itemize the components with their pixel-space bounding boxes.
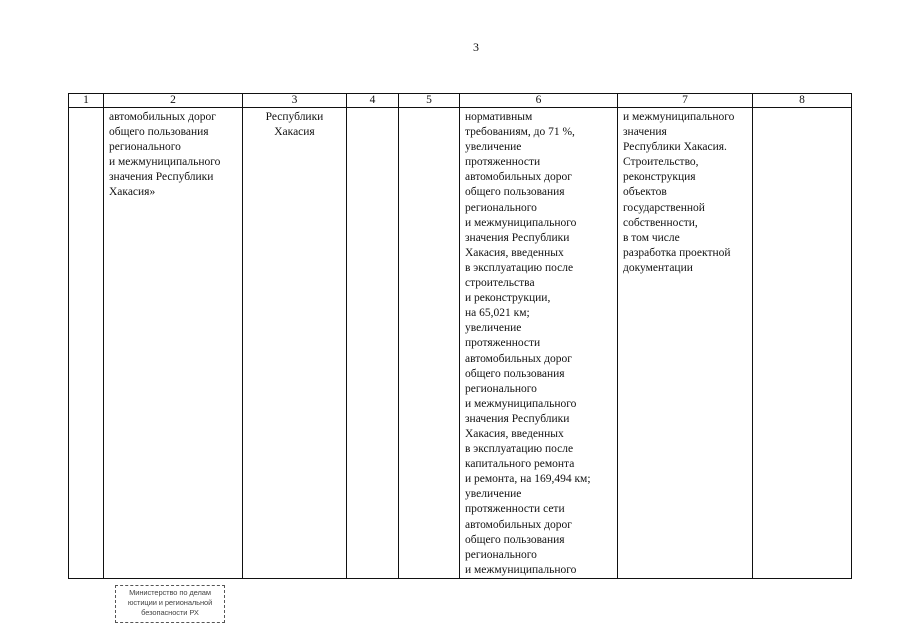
cell-col5-text [399, 108, 459, 110]
cell-col8-text [753, 108, 851, 110]
column-number-row [69, 94, 852, 108]
program-table [68, 93, 852, 579]
cell-col5 [399, 108, 460, 579]
cell-col6 [460, 108, 618, 579]
cell-col4-text [347, 108, 398, 110]
page-number: 3 [473, 40, 479, 54]
column-header-2: 2 [104, 94, 243, 108]
cell-col3-text: Республики Хакасия [265, 111, 324, 139]
column-header-4: 4 [347, 94, 399, 108]
cell-col1-text [69, 108, 103, 110]
column-header-8: 8 [753, 94, 852, 108]
cell-col1 [69, 108, 104, 579]
table-row [69, 108, 852, 579]
cell-col2-text: автомобильных дорог общего пользования регионального и межмуниципального значения Республики Хакасия» [109, 111, 221, 199]
cell-col8 [753, 108, 852, 579]
cell-col7 [618, 108, 753, 579]
column-header-1: 1 [69, 94, 104, 108]
column-header-5: 5 [399, 94, 460, 108]
registration-stamp: Министерство по делам юстиции и региональной безопасности РХ [115, 585, 225, 623]
cell-col3 [243, 108, 347, 579]
column-header-7: 7 [618, 94, 753, 108]
column-header-3: 3 [243, 94, 347, 108]
cell-col7-text: и межмуниципального значения Республики Хакасия. Строительство, реконструкция объектов государственной собственности, в том числе разработка проектной документации [623, 111, 735, 274]
cell-col6-text: нормативным требованиям, до 71 %, увеличение протяженности автомобильных дорог общего пользования регионального и межмуниципального значения Республики Хакасия, введенных в эксплуатацию после строительства и реконструкции, на 65,021 км; увеличение протяженности автомобильных дорог общего пользования регионального и межмуниципального значения Республики Хакасия, введенных в эксплуатацию после капитального ремонта и ремонта, на 169,494 км; увеличение протяженности сети автомобильных дорог общего пользования регионального и межмуниципального [465, 111, 591, 576]
cell-col4 [347, 108, 399, 579]
cell-col2 [104, 108, 243, 579]
column-header-6: 6 [460, 94, 618, 108]
